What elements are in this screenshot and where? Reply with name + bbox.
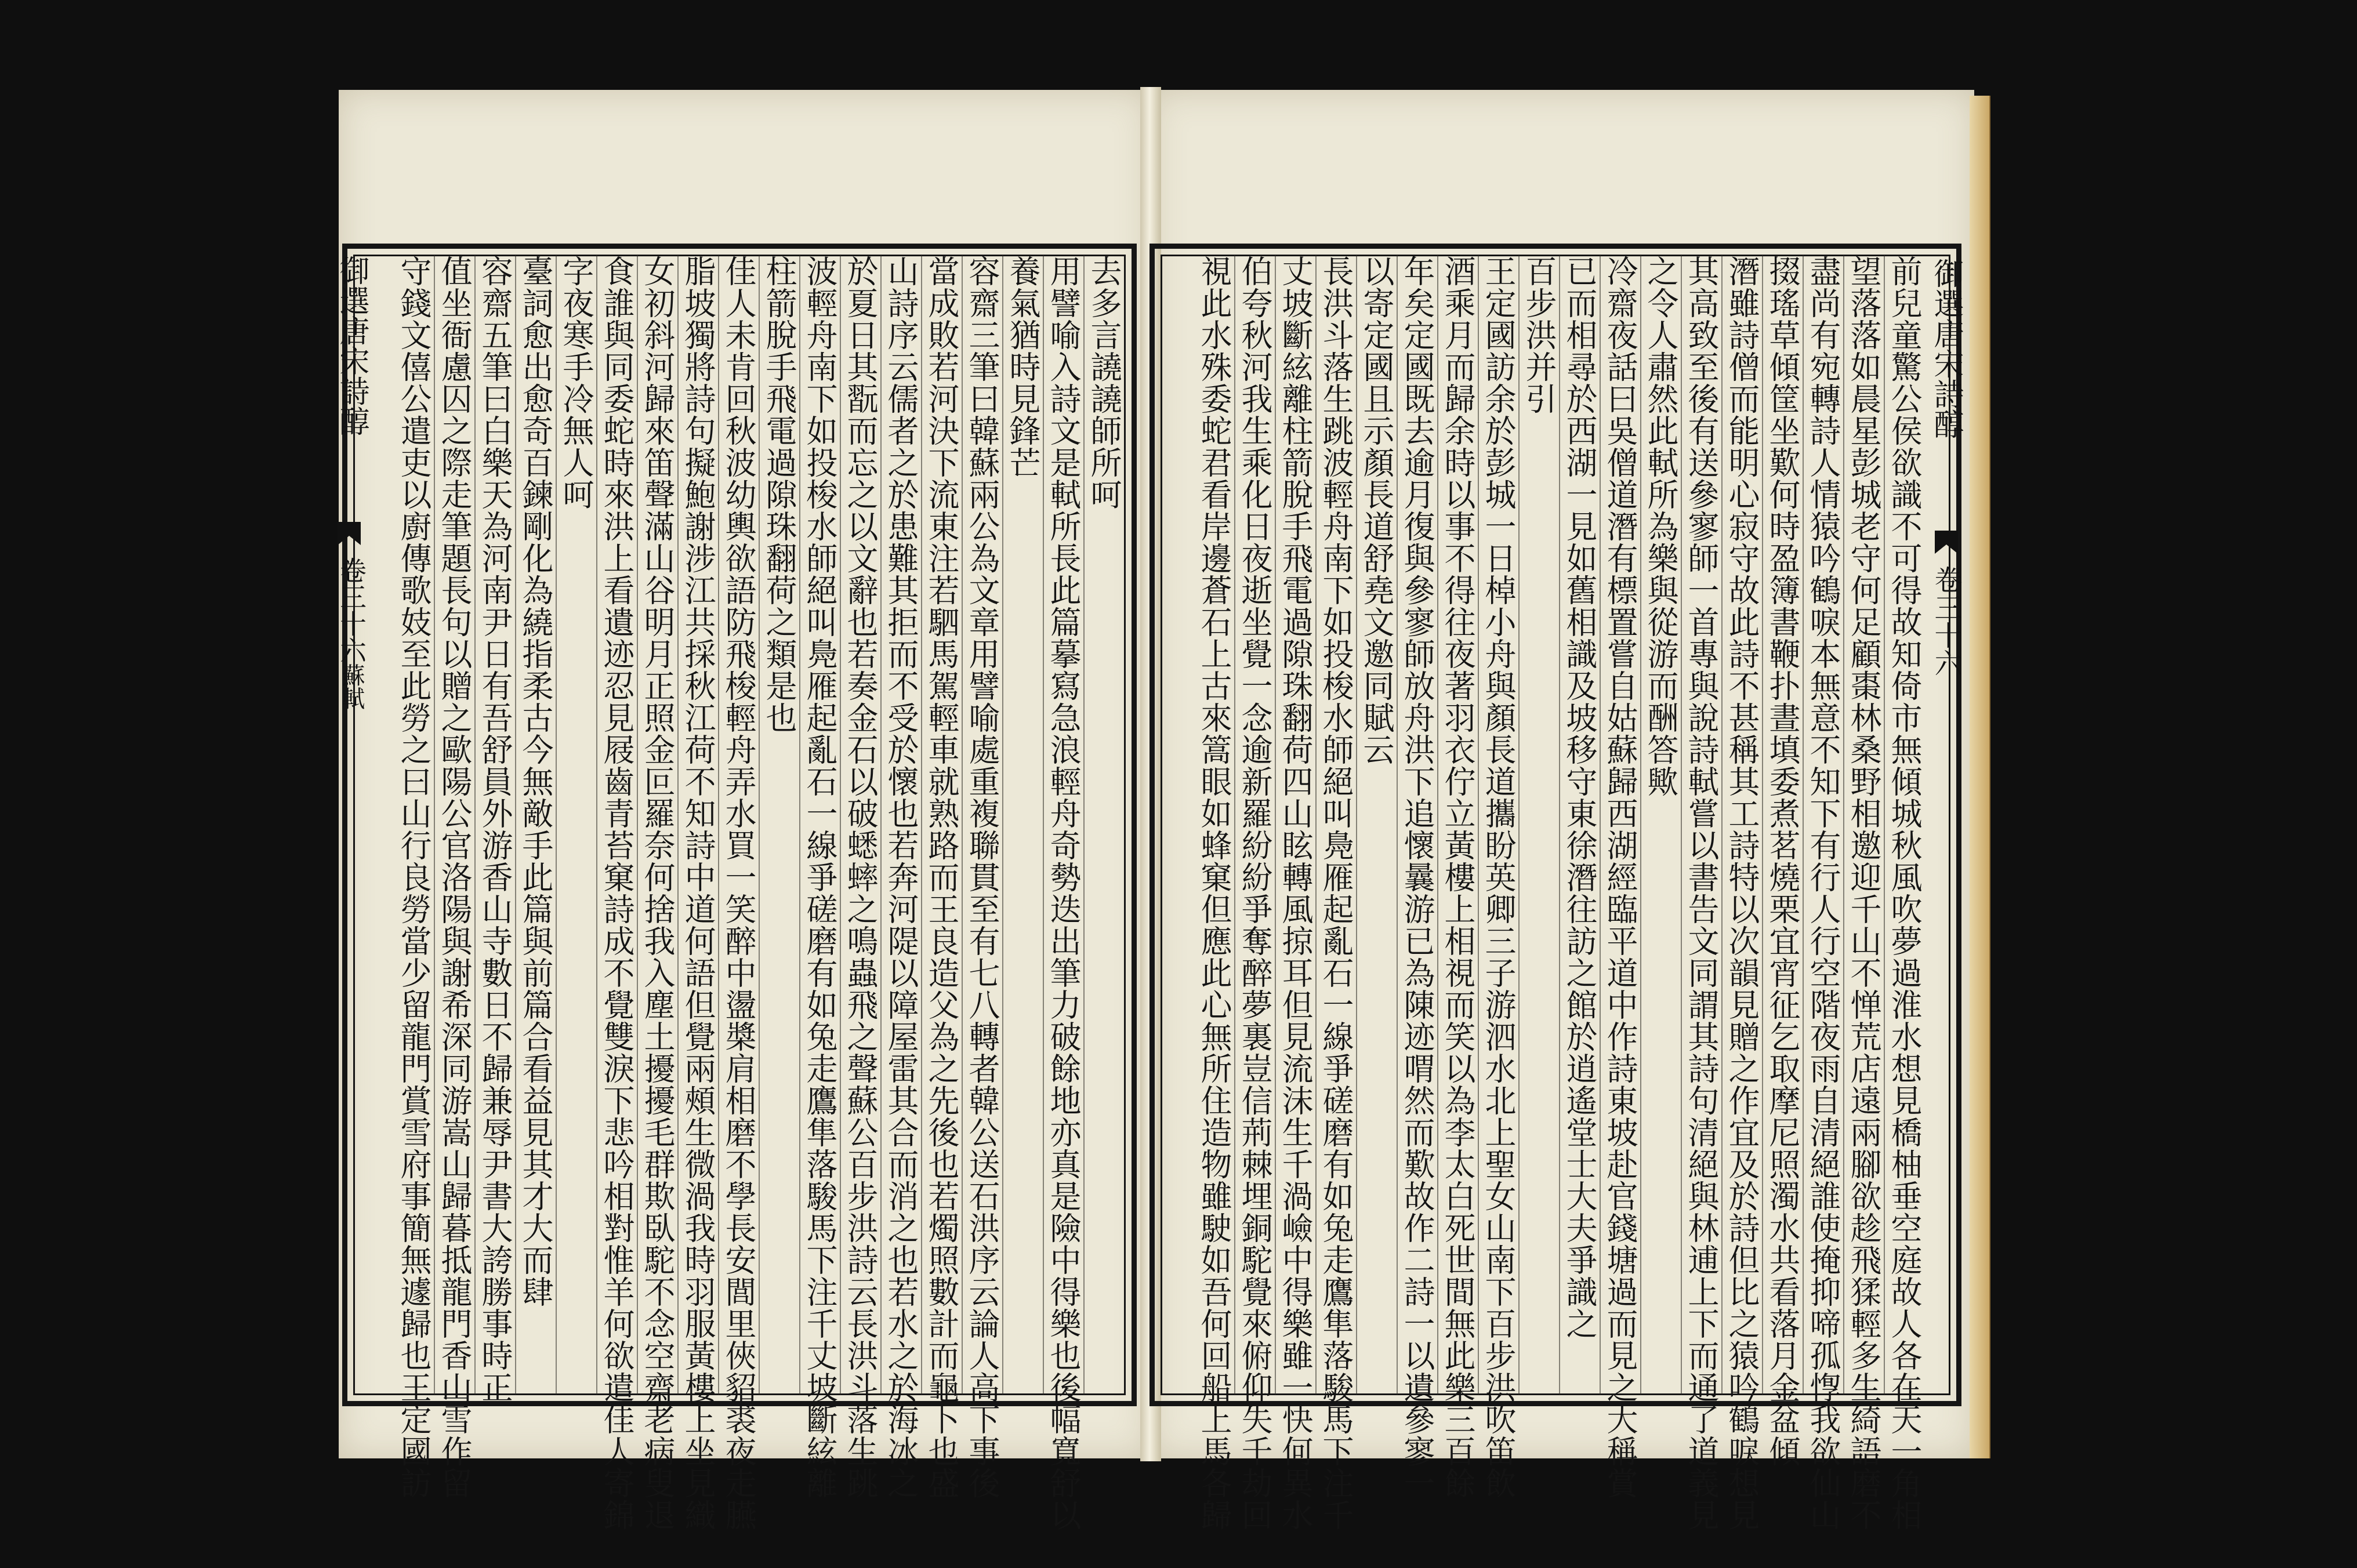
left-margin-juan: 卷三十六 [336, 557, 367, 663]
column-rule [474, 255, 476, 1395]
column-rule [880, 255, 882, 1395]
column-rule [1600, 255, 1601, 1395]
left-text-column: 容齋三筆曰韓蘇兩公為文章用譬喻處重複聯貫至有七八轉者韓公送石洪序云論人高下事後 [964, 255, 1000, 1499]
right-text-column: 伯夸秋河我生乘化日夜逝坐覺一念逾新羅紛紛爭奪醉夢裏豈信荊棘埋銅駝覺來俯仰失千劫回 [1236, 255, 1273, 1531]
left-text-column: 用譬喻入詩文是軾所長此篇摹寫急浪輕舟奇勢迭出筆力破餘地亦真是險中得樂也後幅寬舒以 [1045, 255, 1082, 1531]
column-rule [921, 255, 922, 1395]
right-text-column: 盡尚有宛轉詩人情猿吟鶴唳本無意不知下有行人行空階夜雨自清絕誰使掩抑啼孤惸我欲仙山 [1805, 255, 1841, 1531]
right-text-column: 視此水殊委蛇君看岸邊蒼石上古來篙眼如蜂窠但應此心無所住造物雖駛如吾何回船上馬各歸 [1196, 255, 1232, 1531]
column-rule [1559, 255, 1560, 1395]
column-rule [1083, 255, 1085, 1395]
right-margin-title: 御選唐宋詩醇 [1928, 258, 1963, 439]
left-margin-volume [335, 557, 368, 835]
column-rule [1803, 255, 1804, 1395]
column-rule [1043, 255, 1044, 1395]
right-text-column: 潛雖詩僧而能明心寂守故此詩不甚稱其工詩特以次韻見贈之作宜及於詩但比之猿吟鶴唳想見 [1724, 255, 1760, 1531]
column-rule [1356, 255, 1357, 1395]
column-rule [1681, 255, 1682, 1395]
left-text-column: 柱箭脫手飛電過隙珠翻荷之類是也 [761, 255, 797, 734]
page-edge [1970, 96, 1990, 1458]
column-rule [515, 255, 516, 1395]
left-text-column: 女初斜河歸來笛聲滿山谷明月正照金叵羅奈何捨我入塵土擾擾毛群欺臥駝不念空齋老病叟退 [639, 255, 676, 1531]
left-text-column: 當成敗若河決下流東注若駟馬駕輕車就熟路而王良造父為之先後也若燭照數計而龜卜也盛 [923, 255, 960, 1499]
left-text-column: 去多言譊譊師所呵 [1086, 255, 1122, 510]
column-rule [759, 255, 760, 1395]
left-text-column: 值坐衙慮囚之際走筆題長句以贈之歐陽公官洛陽與謝希深同游嵩山歸暮抵龍門香山雪作留 [436, 255, 473, 1499]
column-rule [637, 255, 638, 1395]
column-rule [556, 255, 557, 1395]
column-rule [596, 255, 597, 1395]
left-text-column: 守錢文僖公遣吏以廚傳歌妓至此勞之曰山行良勞當少留龍門賞雪府事簡無遽歸也王定國訪 [396, 255, 432, 1499]
right-text-column: 以寄定國且示顏長道舒堯文邀同賦云 [1358, 255, 1395, 765]
left-margin-title: 御選唐宋詩醇 [334, 255, 369, 436]
column-rule [799, 255, 800, 1395]
column-rule [1275, 255, 1276, 1395]
right-text-column: 王定國訪余於彭城一日棹小舟與顏長道攜盼英卿三子游泗水北上聖女山南下百步洪吹笛飲 [1480, 255, 1517, 1499]
right-text-column: 年矣定國既去逾月復與參寥師放舟洪下追懷曩游已為陳迹喟然而歎故作二詩一以遺參寥一 [1399, 255, 1435, 1499]
right-text-column: 冷齋夜話曰吳僧道潛有標置嘗自姑蘇歸西湖經臨平道中作詩東坡赴官錢塘過而見之大稱賞 [1602, 255, 1638, 1499]
left-text-column: 佳人未肯回秋波幼輿欲語防飛梭輕舟弄水買一笑醉中盪槳肩相磨不學長安閭里俠貂裘夜走臙 [720, 255, 757, 1531]
right-text-column: 掇瑤草傾筐坐歎何時盈簿書鞭扑晝填委煮茗燒栗宜宵征乞取摩尼照濁水共看落月金盆傾 [1764, 255, 1801, 1467]
column-rule [1762, 255, 1763, 1395]
column-rule [1478, 255, 1479, 1395]
column-rule [677, 255, 679, 1395]
column-rule [1437, 255, 1438, 1395]
column-rule [1843, 255, 1844, 1395]
column-rule [962, 255, 963, 1395]
right-text-column: 其高致至後有送參寥師一首專與說詩軾嘗以書告文同謂其詩句清絕與林逋上下而通了道義見 [1683, 255, 1720, 1531]
left-text-column: 養氣猶時見鋒芒 [1005, 255, 1041, 478]
column-rule [718, 255, 719, 1395]
left-text-column: 山詩序云儒者之於患難其拒而不受於懷也若奔河隄以障屋雷其合而消之也若水之於海冰之 [883, 255, 919, 1499]
right-margin-volume: 卷三十六 [1930, 565, 1962, 677]
column-rule [840, 255, 841, 1395]
column-rule [1518, 255, 1520, 1395]
column-rule [1640, 255, 1641, 1395]
left-text-column: 脂坡獨將詩句擬鮑謝涉江共採秋江荷不知詩中道何語但覺兩頰生微渦我時羽服黃樓上坐見織 [680, 255, 716, 1531]
left-margin-author: 蘇軾 [338, 663, 365, 710]
right-text-column: 已而相尋於西湖一見如舊相識及坡移守東徐潛往訪之館於逍遙堂士大夫爭識之 [1561, 255, 1598, 1340]
right-text-column: 百步洪并引 [1521, 255, 1557, 415]
left-text-column: 容齋五筆曰白樂天為河南尹日有吾舒員外游香山寺數日不歸兼辱尹書大誇勝事時正 [477, 255, 513, 1403]
left-text-column: 食誰與同委蛇時來洪上看遺迹忍見屐齒青苔窠詩成不覺雙淚下悲吟相對惟羊何欲遣佳人寄錦 [599, 255, 635, 1531]
column-rule [1397, 255, 1398, 1395]
right-text-column: 酒乘月而歸余時以事不得往夜著羽衣佇立黃樓上相視而笑以為李太白死世間無此樂三百餘 [1439, 255, 1476, 1499]
column-rule [434, 255, 435, 1395]
right-text-column: 之令人肅然此軾所為樂與從游而酬答歟 [1642, 255, 1679, 797]
column-rule [1721, 255, 1723, 1395]
right-text-column: 長洪斗落生跳波輕舟南下如投梭水師絕叫鳧雁起亂石一線爭磋磨有如兔走鷹隼落駿馬下注千 [1318, 255, 1354, 1531]
left-text-column: 臺詞愈出愈奇百鍊剛化為繞指柔古今無敵手此篇與前篇合看益見其才大而肆 [517, 255, 554, 1308]
column-rule [1884, 255, 1885, 1395]
left-text-column: 字夜寒手冷無人呵 [558, 255, 594, 510]
column-rule [1002, 255, 1003, 1395]
column-rule [1234, 255, 1235, 1395]
right-text-column: 前兒童驚公侯欲識不可得故知倚市無傾城秋風吹夢過淮水想見橋柚垂空庭故人各在天一角相 [1886, 255, 1923, 1531]
right-text-column: 望落落如晨星彭城老守何足顧棗林桑野相邀迎千山不惮荒店遠兩腳欲趁飛猱輕多生綺語磨不 [1845, 255, 1882, 1531]
left-text-column: 波輕舟南下如投梭水師絕叫鳧雁起亂石一線爭磋磨有如兔走鷹隼落駿馬下注千丈坡斷絃離 [802, 255, 838, 1499]
left-text-column: 於夏日其翫而忘之以文辭也若奏金石以破蟋蟀之鳴蟲飛之聲蘇公百步洪詩云長洪斗落生跳 [842, 255, 879, 1499]
right-text-column: 丈坡斷絃離柱箭脫手飛電過隙珠翻荷四山眩轉風掠耳但見流沫生千渦嶮中得樂雖一快何異水 [1277, 255, 1314, 1531]
column-rule [1315, 255, 1317, 1395]
